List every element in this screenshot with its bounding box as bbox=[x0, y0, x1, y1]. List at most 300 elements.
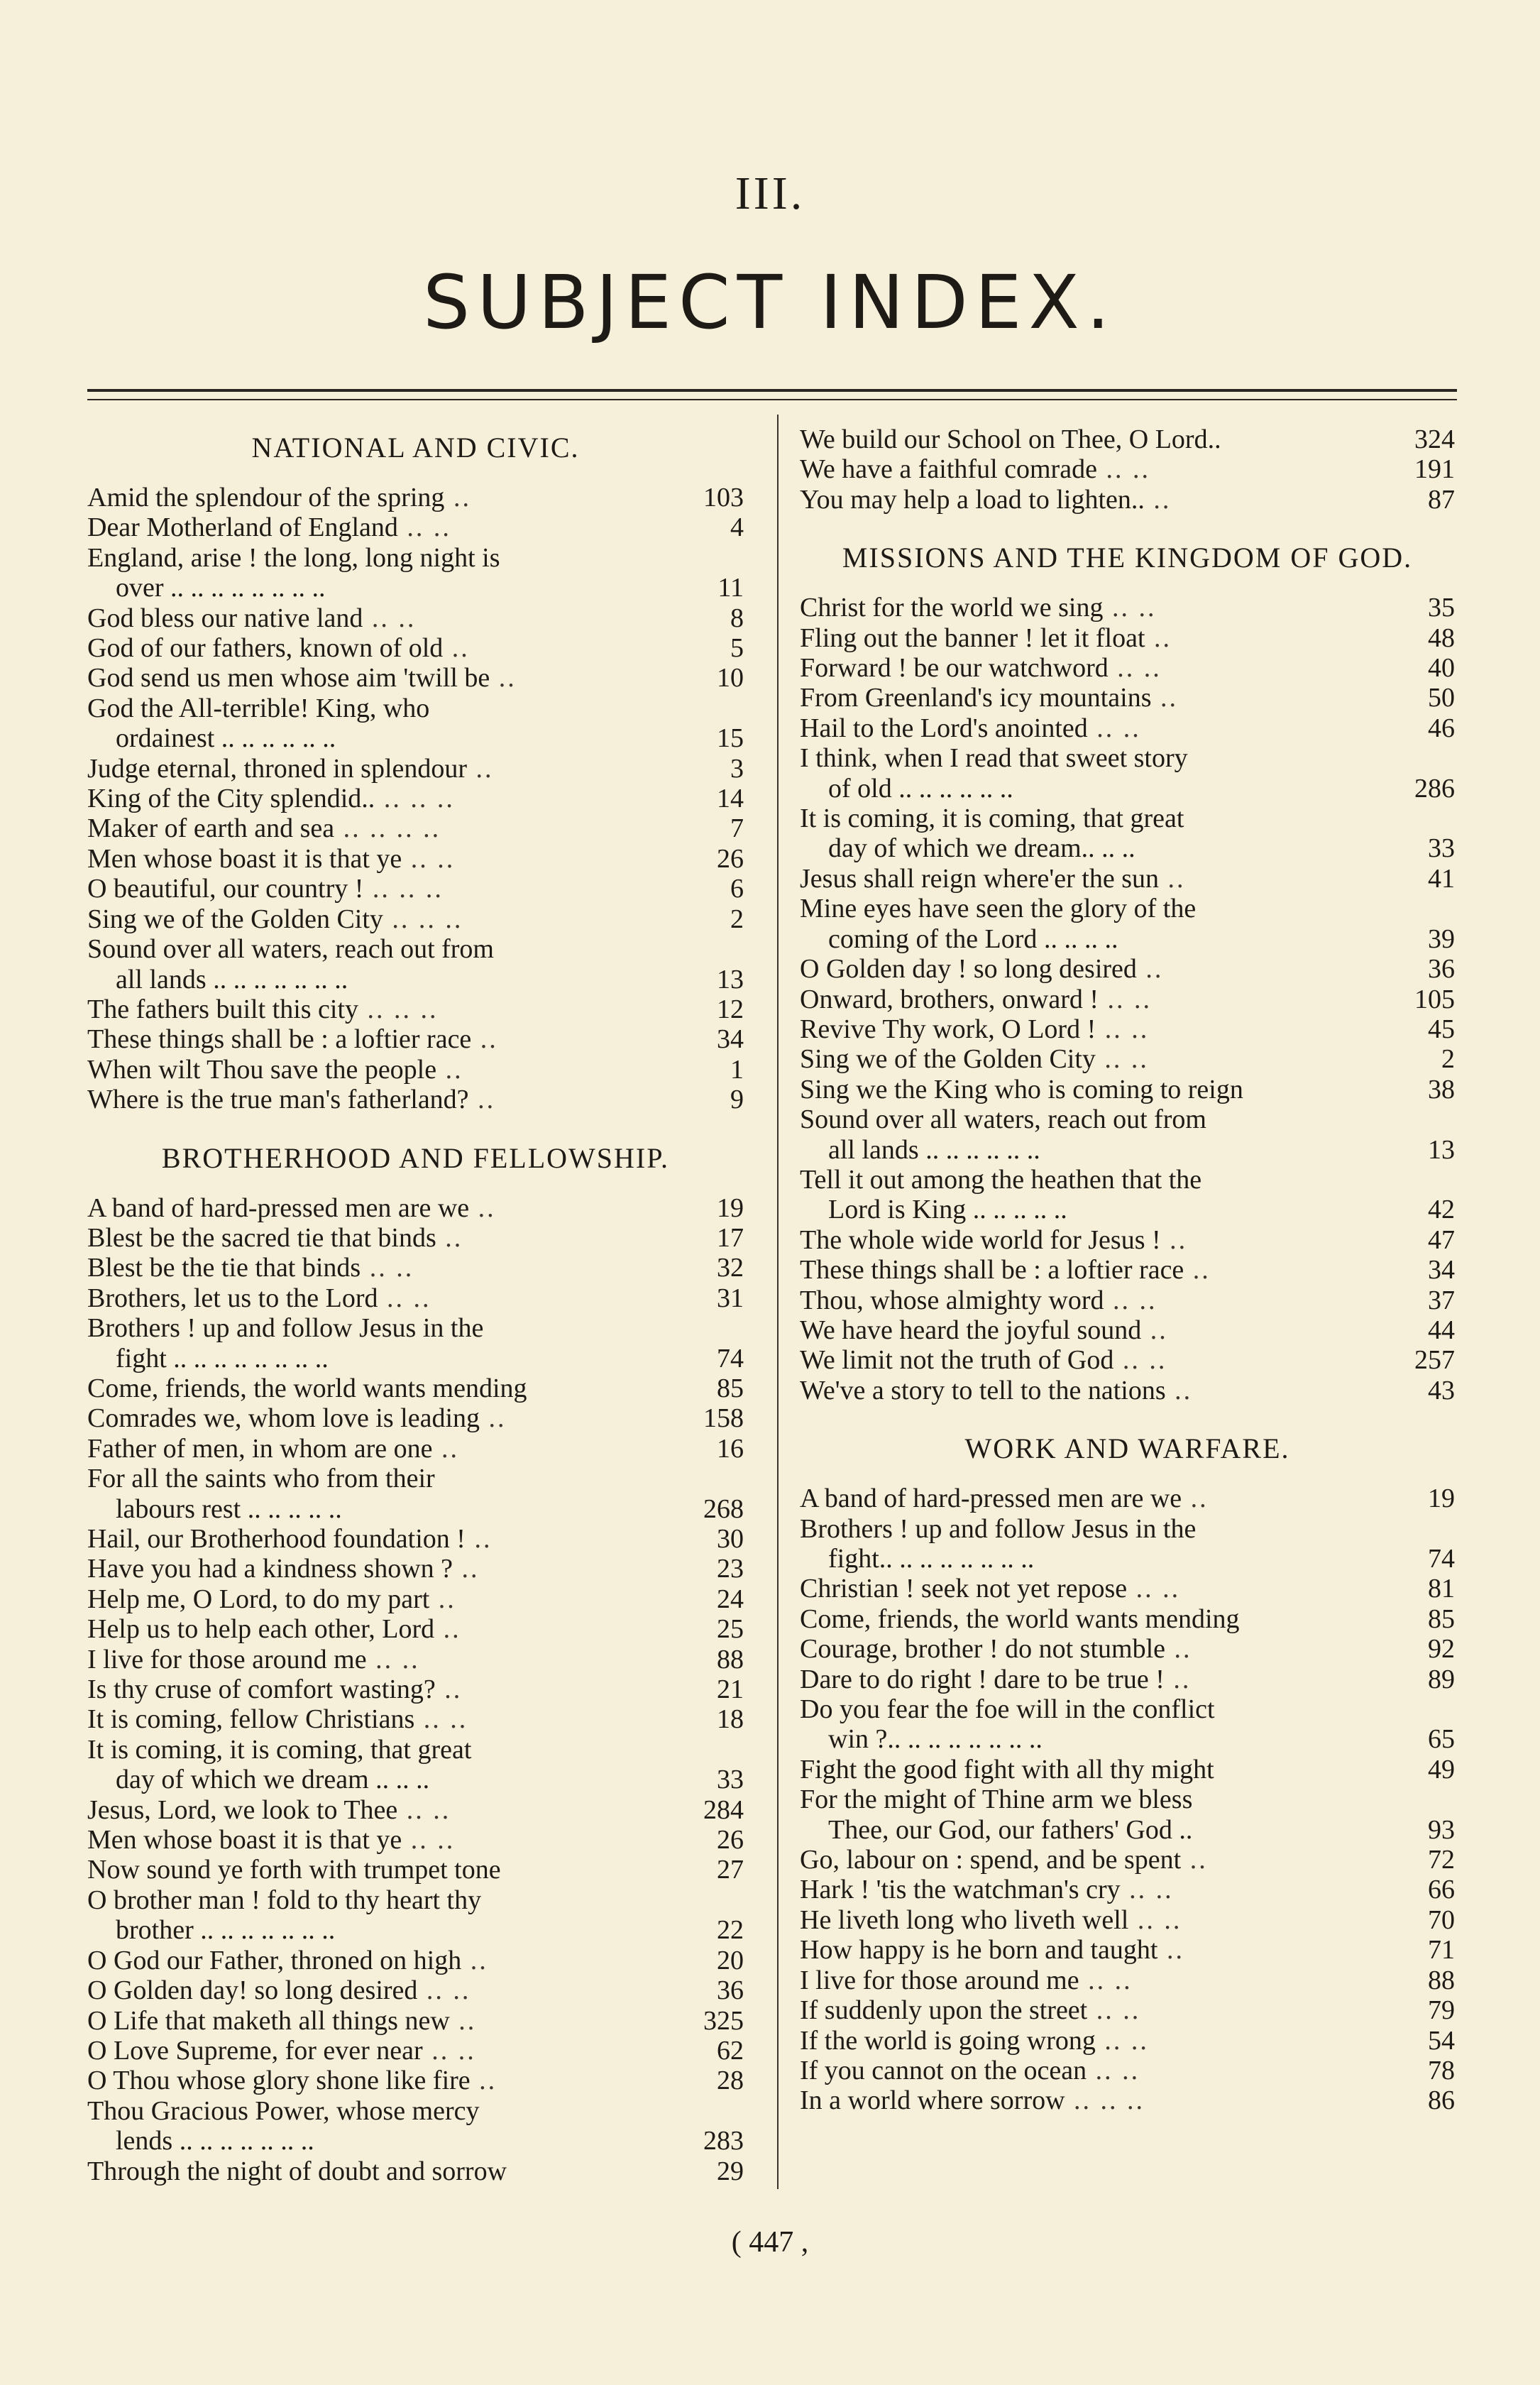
entry-title: God bless our native land .. .. bbox=[87, 603, 417, 633]
entry-title: Do you fear the foe will in the conflict bbox=[800, 1694, 1215, 1725]
index-entry bbox=[87, 844, 744, 874]
index-entry bbox=[800, 1376, 1455, 1405]
leader-dots: .. bbox=[1159, 863, 1186, 894]
entry-page-number: 30 bbox=[717, 1524, 744, 1554]
index-entry bbox=[87, 1885, 744, 1946]
leader-dots: .. .. .. bbox=[375, 784, 455, 814]
entry-page-number: 268 bbox=[703, 1493, 744, 1524]
index-entry bbox=[800, 1665, 1455, 1694]
index-entry bbox=[87, 2066, 744, 2095]
index-entry bbox=[87, 1024, 744, 1054]
entry-title-continued: all lands .. .. .. .. .. .. bbox=[828, 1134, 1040, 1165]
index-entry bbox=[87, 1524, 744, 1554]
entry-title: King of the City splendid.. .. .. .. bbox=[87, 784, 455, 814]
section-heading: MISSIONS AND THE KINGDOM OF GOD. bbox=[842, 542, 1413, 574]
entry-title: From Greenland's icy mountains .. bbox=[800, 683, 1178, 713]
index-entry bbox=[87, 2036, 744, 2066]
index-entry bbox=[87, 603, 744, 633]
entry-page-number: 283 bbox=[703, 2126, 744, 2156]
entry-title: Fling out the banner ! let it float .. bbox=[800, 623, 1172, 653]
entry-page-number: 26 bbox=[717, 1825, 744, 1855]
leader-dots: .. .. .. .. .. .. .. bbox=[901, 1724, 1043, 1755]
entry-title: For the might of Thine arm we bless bbox=[800, 1784, 1193, 1815]
leader-dots: .. .. bbox=[1087, 2055, 1140, 2085]
leader-dots: .. bbox=[468, 1085, 496, 1115]
leader-dots: .. .. .. bbox=[383, 904, 463, 934]
index-entry bbox=[87, 693, 744, 754]
entry-title-continued: all lands .. .. .. .. .. .. .. bbox=[116, 964, 348, 994]
entry-page-number: 22 bbox=[717, 1915, 744, 1946]
leader-dots: .. bbox=[453, 1554, 480, 1584]
entry-page-number: 9 bbox=[730, 1085, 744, 1115]
index-entry bbox=[87, 1193, 744, 1223]
index-entry bbox=[87, 1795, 744, 1825]
index-entry bbox=[800, 1165, 1455, 1225]
leader-dots: .. .. .. .. .. .. .. bbox=[892, 1544, 1035, 1574]
entry-title: We've a story to tell to the nations .. bbox=[800, 1375, 1193, 1405]
entry-page-number: 81 bbox=[1428, 1574, 1455, 1604]
index-entry bbox=[87, 813, 744, 843]
entry-page-number: 3 bbox=[730, 753, 744, 784]
entry-title: The fathers built this city .. .. .. bbox=[87, 994, 439, 1024]
index-entry bbox=[800, 683, 1455, 713]
entry-page-number: 44 bbox=[1428, 1315, 1455, 1345]
entry-page-number: 103 bbox=[703, 483, 744, 512]
leader-dots: .. bbox=[1165, 1634, 1192, 1665]
entry-title: England, arise ! the long, long night is bbox=[87, 542, 500, 573]
entry-page-number: 284 bbox=[703, 1794, 744, 1825]
leader-dots: .. .. bbox=[1127, 1574, 1181, 1604]
index-entry bbox=[800, 985, 1455, 1014]
index-entry bbox=[800, 1514, 1455, 1574]
leader-dots: .. .. bbox=[417, 1975, 471, 2006]
index-entry bbox=[87, 1085, 744, 1114]
leader-dots: .. .. .. .. .. .. .. bbox=[206, 964, 348, 994]
entry-title: Hail to the Lord's anointed .. .. bbox=[800, 713, 1141, 743]
index-entry bbox=[800, 1604, 1455, 1634]
leader-dots: .. bbox=[449, 2005, 477, 2036]
index-entry bbox=[87, 1283, 744, 1313]
leader-dots: .. bbox=[443, 633, 470, 664]
index-entry bbox=[800, 864, 1455, 894]
leader-dots: .. .. .. .. bbox=[1037, 923, 1118, 954]
entry-page-number: 43 bbox=[1428, 1375, 1455, 1405]
entry-page-number: 8 bbox=[730, 603, 744, 633]
entry-title: Men whose boast it is that ye .. .. bbox=[87, 843, 456, 874]
leader-dots: .. bbox=[1182, 1484, 1209, 1514]
entry-page-number: 6 bbox=[730, 874, 744, 904]
leader-dots: .. .. bbox=[397, 512, 451, 543]
entry-page-number: 286 bbox=[1414, 773, 1455, 804]
leader-dots: .. .. bbox=[1087, 713, 1141, 743]
entry-title: Christian ! seek not yet repose .. .. bbox=[800, 1574, 1181, 1604]
index-entry bbox=[800, 1845, 1455, 1875]
leader-dots: .. .. .. .. .. .. .. bbox=[193, 1915, 336, 1946]
entry-page-number: 24 bbox=[717, 1584, 744, 1614]
entry-title: Is thy cruse of comfort wasting? .. bbox=[87, 1674, 463, 1705]
leader-dots: .. .. .. .. .. bbox=[966, 1195, 1067, 1225]
index-entry bbox=[800, 1965, 1455, 1995]
index-entry bbox=[800, 623, 1455, 653]
leader-dots: .. .. bbox=[1120, 1875, 1174, 1905]
entry-page-number: 27 bbox=[717, 1855, 744, 1885]
entry-page-number: 88 bbox=[1428, 1965, 1455, 1995]
entry-title: It is coming, fellow Christians .. .. bbox=[87, 1704, 468, 1735]
entry-page-number: 13 bbox=[1428, 1134, 1455, 1165]
entry-page-number: 16 bbox=[717, 1433, 744, 1464]
entry-title: Go, labour on : spend, and be spent .. bbox=[800, 1845, 1208, 1875]
index-entry bbox=[800, 485, 1455, 515]
entry-page-number: 257 bbox=[1414, 1345, 1455, 1376]
entry-title: Revive Thy work, O Lord ! .. .. bbox=[800, 1014, 1150, 1044]
entry-title: We have heard the joyful sound .. bbox=[800, 1315, 1168, 1345]
leader-dots: .. .. bbox=[1094, 833, 1135, 864]
entry-page-number: 10 bbox=[717, 663, 744, 693]
leader-dots: .. .. bbox=[1096, 1014, 1150, 1044]
index-entry bbox=[800, 653, 1455, 683]
entry-title: Christ for the world we sing .. .. bbox=[800, 593, 1157, 623]
leader-dots: .. bbox=[1181, 1845, 1208, 1875]
entry-page-number: 33 bbox=[1428, 833, 1455, 864]
entry-title: Judge eternal, throned in splendour .. bbox=[87, 753, 494, 784]
entry-page-number: 37 bbox=[1428, 1285, 1455, 1315]
leader-dots: .. bbox=[1141, 1315, 1168, 1345]
section-number: III. bbox=[735, 168, 805, 219]
leader-dots: .. bbox=[480, 1403, 507, 1434]
section-heading: NATIONAL AND CIVIC. bbox=[251, 432, 580, 464]
entry-title: Brothers ! up and follow Jesus in the bbox=[800, 1513, 1197, 1544]
index-entry bbox=[87, 934, 744, 994]
entry-page-number: 79 bbox=[1428, 1995, 1455, 2026]
entry-page-number: 31 bbox=[717, 1283, 744, 1313]
entry-page-number: 26 bbox=[717, 843, 744, 874]
entry-title: If the world is going wrong .. .. bbox=[800, 2025, 1149, 2056]
entry-title: Comrades we, whom love is leading .. bbox=[87, 1403, 507, 1434]
entry-page-number: 49 bbox=[1428, 1754, 1455, 1784]
index-entry bbox=[800, 1755, 1455, 1784]
leader-dots: .. bbox=[471, 1024, 498, 1055]
entry-page-number: 23 bbox=[717, 1554, 744, 1584]
index-entry bbox=[87, 904, 744, 934]
entry-title: Amid the splendour of the spring .. bbox=[87, 483, 471, 512]
entry-title: Blest be the tie that binds .. .. bbox=[87, 1253, 414, 1283]
entry-title: Mine eyes have seen the glory of the bbox=[800, 894, 1197, 924]
index-entry bbox=[87, 1825, 744, 1855]
entry-page-number: 4 bbox=[730, 512, 744, 543]
entry-title-continued: over .. .. .. .. .. .. .. .. bbox=[116, 573, 326, 603]
entry-title-continued: fight.. .. .. .. .. .. .. .. bbox=[828, 1544, 1035, 1574]
leader-dots: .. bbox=[429, 1584, 456, 1614]
entry-page-number: 33 bbox=[717, 1765, 744, 1795]
entry-page-number: 11 bbox=[717, 573, 744, 603]
index-entry bbox=[87, 1554, 744, 1584]
entry-title: We build our School on Thee, O Lord.. bbox=[800, 424, 1221, 454]
entry-page-number: 85 bbox=[717, 1373, 744, 1403]
entry-title: Brothers ! up and follow Jesus in the bbox=[87, 1313, 484, 1344]
index-entry bbox=[800, 2085, 1455, 2115]
entry-title: For all the saints who from their bbox=[87, 1464, 435, 1494]
entry-page-number: 34 bbox=[717, 1024, 744, 1055]
index-entry bbox=[800, 593, 1455, 623]
entry-title: If you cannot on the ocean .. .. bbox=[800, 2055, 1140, 2085]
leader-dots: .. .. bbox=[397, 1794, 451, 1825]
index-entry bbox=[800, 454, 1455, 484]
index-entry bbox=[87, 874, 744, 904]
index-entry bbox=[87, 1855, 744, 1885]
leader-dots: .. .. .. .. .. .. bbox=[891, 773, 1013, 804]
leader-dots: .. bbox=[1172, 1814, 1193, 1845]
index-entry bbox=[800, 1484, 1455, 1513]
leader-dots: .. .. bbox=[1096, 454, 1150, 485]
entry-title: Sound over all waters, reach out from bbox=[87, 934, 494, 965]
leader-dots: .. .. bbox=[1095, 1044, 1149, 1075]
entry-page-number: 48 bbox=[1428, 623, 1455, 653]
entry-title: God the All-terrible! King, who bbox=[87, 693, 430, 723]
leader-dots: .. .. .. bbox=[368, 1765, 430, 1795]
index-entry bbox=[800, 1694, 1455, 1755]
leader-dots: .. .. bbox=[1103, 593, 1157, 623]
entry-title-continued: Thee, our God, our fathers' God .. bbox=[828, 1814, 1193, 1845]
entry-page-number: 47 bbox=[1428, 1224, 1455, 1255]
leader-dots: .. bbox=[1160, 1224, 1188, 1255]
entry-title-continued: ordainest .. .. .. .. .. .. bbox=[116, 723, 336, 754]
entry-title: God of our fathers, known of old .. bbox=[87, 633, 470, 664]
entry-title: In a world where sorrow .. .. .. bbox=[800, 2085, 1145, 2116]
entry-page-number: 38 bbox=[1428, 1074, 1455, 1104]
index-entry bbox=[87, 1645, 744, 1674]
entry-title: Sound over all waters, reach out from bbox=[800, 1104, 1206, 1135]
entry-page-number: 20 bbox=[717, 1945, 744, 1975]
entry-title: O God our Father, throned on high .. bbox=[87, 1945, 488, 1975]
entry-title: I live for those around me .. .. bbox=[800, 1965, 1133, 1995]
entry-title: These things shall be : a loftier race .. bbox=[87, 1024, 498, 1055]
entry-title: A band of hard-pressed men are we .. bbox=[87, 1192, 496, 1223]
leader-dots: .. bbox=[444, 483, 471, 512]
leader-dots: .. .. .. .. .. .. .. .. bbox=[166, 1343, 329, 1374]
entry-title: Jesus shall reign where'er the sun .. bbox=[800, 863, 1186, 894]
entry-title-continued: win ?.. .. .. .. .. .. .. .. bbox=[828, 1724, 1043, 1755]
entry-title: Help us to help each other, Lord .. bbox=[87, 1614, 461, 1645]
entry-page-number: 87 bbox=[1428, 484, 1455, 515]
header-rule-thin bbox=[87, 399, 1457, 400]
entry-title: O Golden day ! so long desired .. bbox=[800, 954, 1164, 985]
entry-title: Come, friends, the world wants mending bbox=[800, 1603, 1240, 1634]
index-entry bbox=[87, 663, 744, 693]
entry-title-continued: of old .. .. .. .. .. .. bbox=[828, 773, 1013, 804]
entry-title: Thou, whose almighty word .. .. bbox=[800, 1285, 1157, 1315]
entry-page-number: 32 bbox=[717, 1253, 744, 1283]
leader-dots: .. .. .. bbox=[358, 994, 439, 1024]
index-entry bbox=[800, 2056, 1455, 2085]
entry-page-number: 42 bbox=[1428, 1195, 1455, 1225]
entry-page-number: 158 bbox=[703, 1403, 744, 1434]
index-entry bbox=[87, 1313, 744, 1374]
entry-page-number: 324 bbox=[1414, 424, 1455, 454]
entry-title: Onward, brothers, onward ! .. .. bbox=[800, 984, 1153, 1014]
index-entry bbox=[800, 1784, 1455, 1845]
entry-page-number: 35 bbox=[1428, 593, 1455, 623]
entry-title: O Thou whose glory shone like fire .. bbox=[87, 2066, 497, 2096]
entry-title: Sing we of the Golden City .. .. bbox=[800, 1044, 1149, 1075]
entry-title: Hail, our Brotherhood foundation ! .. bbox=[87, 1524, 493, 1554]
leader-dots: .. bbox=[1144, 484, 1172, 515]
leader-dots: .. .. .. .. .. .. bbox=[214, 723, 336, 754]
entry-page-number: 66 bbox=[1428, 1875, 1455, 1905]
entry-title: I live for those around me .. .. bbox=[87, 1644, 420, 1674]
index-entry bbox=[800, 1075, 1455, 1104]
entry-title: Blest be the sacred tie that binds .. bbox=[87, 1222, 463, 1253]
leader-dots: .. bbox=[1165, 1375, 1193, 1405]
leader-dots: .. .. bbox=[1095, 2025, 1149, 2056]
entry-page-number: 85 bbox=[1428, 1603, 1455, 1634]
index-entry bbox=[87, 483, 744, 512]
index-entry bbox=[800, 713, 1455, 743]
entry-title: You may help a load to lighten.. .. bbox=[800, 484, 1172, 515]
index-entry bbox=[800, 1634, 1455, 1664]
leader-dots: .. bbox=[1164, 1664, 1192, 1694]
entry-title: Now sound ye forth with trumpet tone bbox=[87, 1855, 501, 1885]
entry-title: These things shall be : a loftier race .. bbox=[800, 1255, 1211, 1285]
entry-title-continued: labours rest .. .. .. .. .. bbox=[116, 1493, 342, 1524]
index-entry bbox=[800, 1285, 1455, 1315]
index-entry bbox=[800, 1014, 1455, 1044]
entry-title: Dare to do right ! dare to be true ! .. bbox=[800, 1664, 1192, 1694]
entry-page-number: 19 bbox=[717, 1192, 744, 1223]
leader-dots: .. bbox=[1145, 623, 1172, 653]
index-entry bbox=[87, 2096, 744, 2156]
entry-page-number: 36 bbox=[717, 1975, 744, 2006]
entry-title-continued: brother .. .. .. .. .. .. .. bbox=[116, 1915, 336, 1946]
entry-page-number: 92 bbox=[1428, 1634, 1455, 1665]
leader-dots: .. bbox=[461, 1945, 488, 1975]
leader-dots: .. bbox=[1151, 683, 1178, 713]
entry-page-number: 15 bbox=[717, 723, 744, 754]
entry-title: Help me, O Lord, to do my part .. bbox=[87, 1584, 456, 1614]
leader-dots: .. bbox=[434, 1614, 461, 1645]
entry-page-number: 36 bbox=[1428, 954, 1455, 985]
leader-dots: .. .. bbox=[1113, 1345, 1167, 1376]
index-entry bbox=[87, 784, 744, 813]
index-entry bbox=[87, 512, 744, 542]
column-divider bbox=[777, 415, 779, 2189]
leader-dots: .. bbox=[490, 663, 517, 693]
entry-title: O Golden day! so long desired .. .. bbox=[87, 1975, 471, 2006]
index-entry bbox=[87, 633, 744, 663]
index-entry bbox=[87, 1614, 744, 1644]
index-entry bbox=[87, 2006, 744, 2036]
index-entry bbox=[87, 1464, 744, 1524]
entry-title: Fight the good fight with all thy might bbox=[800, 1754, 1214, 1784]
entry-page-number: 93 bbox=[1428, 1814, 1455, 1845]
entry-page-number: 39 bbox=[1428, 923, 1455, 954]
entry-title: We limit not the truth of God .. .. bbox=[800, 1345, 1167, 1376]
leader-dots: .. .. .. .. .. bbox=[241, 1493, 342, 1524]
entry-page-number: 72 bbox=[1428, 1845, 1455, 1875]
leader-dots: .. bbox=[465, 1524, 493, 1554]
index-entry bbox=[87, 1055, 744, 1085]
index-entry bbox=[87, 1674, 744, 1704]
index-entry bbox=[800, 1345, 1455, 1375]
header-rule-thick bbox=[87, 389, 1457, 392]
index-entry bbox=[87, 754, 744, 784]
index-entry bbox=[87, 1584, 744, 1614]
index-entry bbox=[800, 1905, 1455, 1935]
entry-page-number: 34 bbox=[1428, 1255, 1455, 1285]
leader-dots: .. bbox=[1136, 954, 1164, 985]
leader-dots: .. .. bbox=[378, 1283, 431, 1313]
entry-title: When wilt Thou save the people .. bbox=[87, 1054, 463, 1085]
page-title: SUBJECT INDEX. bbox=[423, 259, 1117, 346]
entry-title-continued: day of which we dream .. .. .. bbox=[116, 1765, 430, 1795]
entry-page-number: 28 bbox=[717, 2066, 744, 2096]
entry-page-number: 2 bbox=[1441, 1044, 1455, 1075]
entry-title: The whole wide world for Jesus ! .. bbox=[800, 1224, 1188, 1255]
leader-dots: .. .. bbox=[414, 1704, 468, 1735]
section-heading: WORK AND WARFARE. bbox=[964, 1432, 1290, 1465]
entry-title: Brothers, let us to the Lord .. .. bbox=[87, 1283, 431, 1313]
index-entry bbox=[87, 1374, 744, 1403]
entry-page-number: 65 bbox=[1428, 1724, 1455, 1755]
entry-page-number: 74 bbox=[717, 1343, 744, 1374]
entry-title: Sing we the King who is coming to reign bbox=[800, 1074, 1243, 1104]
leader-dots: .. .. .. bbox=[363, 874, 444, 904]
entry-page-number: 46 bbox=[1428, 713, 1455, 743]
entry-page-number: 74 bbox=[1428, 1544, 1455, 1574]
index-entry bbox=[87, 543, 744, 603]
entry-page-number: 86 bbox=[1428, 2085, 1455, 2116]
entry-page-number: 25 bbox=[717, 1614, 744, 1645]
entry-title: We have a faithful comrade .. .. bbox=[800, 454, 1150, 485]
entry-page-number: 1 bbox=[730, 1054, 744, 1085]
entry-title: If suddenly upon the street .. .. bbox=[800, 1995, 1141, 2026]
entry-title: It is coming, it is coming, that great bbox=[800, 804, 1184, 834]
entry-page-number: 325 bbox=[703, 2005, 744, 2036]
entry-title: Father of men, in whom are one .. bbox=[87, 1433, 459, 1464]
index-entry bbox=[800, 804, 1455, 864]
entry-title: It is coming, it is coming, that great bbox=[87, 1734, 472, 1765]
entry-title: Thou Gracious Power, whose mercy bbox=[87, 2095, 480, 2126]
entry-page-number: 19 bbox=[1428, 1484, 1455, 1514]
index-entry bbox=[800, 954, 1455, 984]
entry-title: Hark ! 'tis the watchman's cry .. .. bbox=[800, 1875, 1174, 1905]
leader-dots: .. bbox=[436, 1222, 463, 1253]
index-entry bbox=[800, 1935, 1455, 1965]
index-entry bbox=[800, 1255, 1455, 1285]
entry-page-number: 71 bbox=[1428, 1935, 1455, 1965]
leader-dots: .. .. .. bbox=[1065, 2085, 1145, 2116]
index-entry bbox=[800, 1574, 1455, 1603]
section-heading: BROTHERHOOD AND FELLOWSHIP. bbox=[161, 1141, 670, 1174]
entry-page-number: 54 bbox=[1428, 2025, 1455, 2056]
entry-title: Men whose boast it is that ye .. .. bbox=[87, 1825, 456, 1855]
entry-page-number: 89 bbox=[1428, 1664, 1455, 1694]
entry-title: Forward ! be our watchword .. .. bbox=[800, 653, 1162, 684]
index-entry bbox=[800, 1225, 1455, 1255]
entry-title: Jesus, Lord, we look to Thee .. .. bbox=[87, 1794, 451, 1825]
entry-title: I think, when I read that sweet story bbox=[800, 743, 1188, 774]
index-entry bbox=[87, 1704, 744, 1734]
index-entry bbox=[87, 2156, 744, 2186]
entry-title: O Love Supreme, for ever near .. .. bbox=[87, 2035, 476, 2066]
entry-title: O brother man ! fold to thy heart thy bbox=[87, 1885, 482, 1915]
entry-page-number: 191 bbox=[1414, 454, 1455, 485]
entry-page-number: 62 bbox=[717, 2035, 744, 2066]
entry-title: How happy is he born and taught .. bbox=[800, 1935, 1184, 1965]
leader-dots: .. .. .. .. bbox=[334, 813, 441, 844]
entry-page-number: 13 bbox=[717, 964, 744, 994]
entry-page-number: 17 bbox=[717, 1222, 744, 1253]
entry-page-number: 29 bbox=[717, 2156, 744, 2186]
